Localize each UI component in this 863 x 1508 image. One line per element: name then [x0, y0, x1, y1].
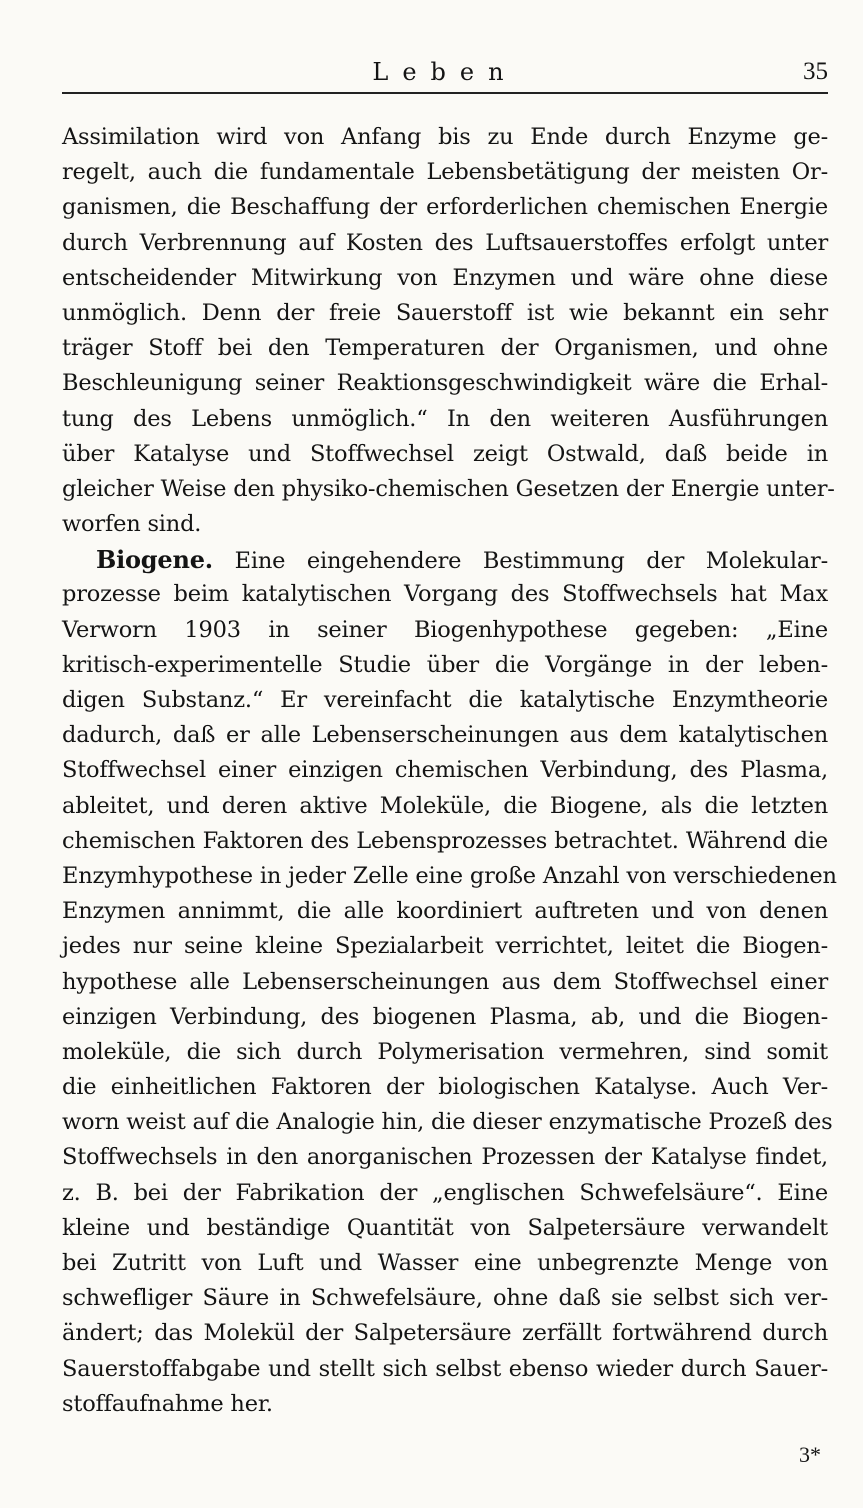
text-line: Verworn 1903 in seiner Biogenhypothese gegeben: „Eine	[62, 616, 828, 643]
running-header	[62, 56, 828, 94]
text-line: bei Zutritt von Luft und Wasser eine unbegrenzte Menge von	[62, 1250, 828, 1276]
text-line: ableitet, und deren aktive Moleküle, die Biogene, als die letzten	[62, 792, 828, 819]
text-line: Enzymen annimmt, die alle koordiniert auftreten und von denen	[62, 898, 828, 925]
text-line: träger Stoff bei den Temperaturen der Organismen, und ohne	[62, 335, 828, 362]
text-line: Enzymhypothese in jeder Zelle eine große Anzahl von verschiedenen	[62, 862, 837, 889]
page-number: 35	[803, 58, 828, 85]
text-line: worn weist auf die Analogie hin, die dieser enzymatische Prozeß des	[62, 1109, 833, 1136]
signature-mark: 3*	[799, 1442, 821, 1467]
body-text	[62, 120, 837, 1422]
text-line: kritisch-experimentelle Studie über die Vorgänge in der leben-	[62, 651, 828, 678]
text-line: ändert; das Molekül der Salpetersäure zerfällt fortwährend durch	[62, 1320, 828, 1347]
running-title: Leben	[372, 58, 518, 86]
text-line: Stoffwechsel einer einzigen chemischen Verbindung, des Plasma,	[62, 757, 828, 784]
text-line: dadurch, daß er alle Lebenserscheinungen aus dem katalytischen	[62, 722, 828, 749]
text-line: einzigen Verbindung, des biogenen Plasma, ab, und die Biogen-	[62, 1003, 828, 1030]
text-line: Stoffwechsels in den anorganischen Prozessen der Katalyse findet,	[62, 1144, 828, 1171]
text-line: entscheidender Mitwirkung von Enzymen und wäre ohne diese	[62, 264, 828, 291]
text-line: z. B. bei der Fabrikation der „englischen Schwefelsäure“. Eine	[62, 1179, 828, 1206]
text-line: jedes nur seine kleine Spezialarbeit verrichtet, leitet die Biogen-	[62, 933, 828, 960]
text-line: worfen sind.	[62, 511, 202, 538]
text-line: schwefliger Säure in Schwefelsäure, ohne daß sie selbst sich ver-	[62, 1285, 828, 1312]
text-line: ganismen, die Beschaffung der erforderlichen chemischen Energie	[62, 194, 828, 221]
text-line: prozesse beim katalytischen Vorgang des Stoffwechsels hat Max	[62, 581, 828, 608]
text-line: Assimilation wird von Anfang bis zu Ende durch Enzyme ge-	[62, 124, 828, 150]
text-line: gleicher Weise den physiko-chemischen Gesetzen der Energie unter-	[62, 475, 835, 502]
text-line: Beschleunigung seiner Reaktionsgeschwindigkeit wäre die Erhal-	[62, 370, 828, 397]
text-line: stoffaufnahme her.	[62, 1390, 273, 1417]
text-line: durch Verbrennung auf Kosten des Luftsauerstoffes erfolgt unter	[62, 229, 828, 256]
text-line: Sauerstoffabgabe und stellt sich selbst ebenso wieder durch Sauer-	[62, 1355, 828, 1382]
text-line: tung des Lebens unmöglich.“ In den weiteren Ausführungen	[62, 405, 828, 432]
text-line: die einheitlichen Faktoren der biologischen Katalyse. Auch Ver-	[62, 1074, 828, 1101]
text-line: regelt, auch die fundamentale Lebensbetätigung der meisten Or-	[62, 159, 828, 186]
text-line: über Katalyse und Stoffwechsel zeigt Ostwald, daß beide in	[62, 440, 828, 467]
text-line: unmöglich. Denn der freie Sauerstoff ist wie bekannt ein sehr	[62, 299, 828, 326]
section-heading: Biogene.	[96, 545, 213, 575]
text-line: moleküle, die sich durch Polymerisation vermehren, sind somit	[62, 1038, 828, 1065]
section-first-line-text: Eine eingehendere Bestimmung der Molekular-	[234, 548, 828, 575]
text-line: digen Substanz.“ Er vereinfacht die katalytische Enzymtheorie	[62, 687, 828, 713]
section-first-line	[62, 542, 828, 577]
text-line: chemischen Faktoren des Lebensprozesses betrachtet. Während die	[62, 827, 828, 854]
text-line: kleine und beständige Quantität von Salpetersäure verwandelt	[62, 1214, 828, 1241]
text-line: hypothese alle Lebenserscheinungen aus dem Stoffwechsel einer	[62, 968, 828, 995]
